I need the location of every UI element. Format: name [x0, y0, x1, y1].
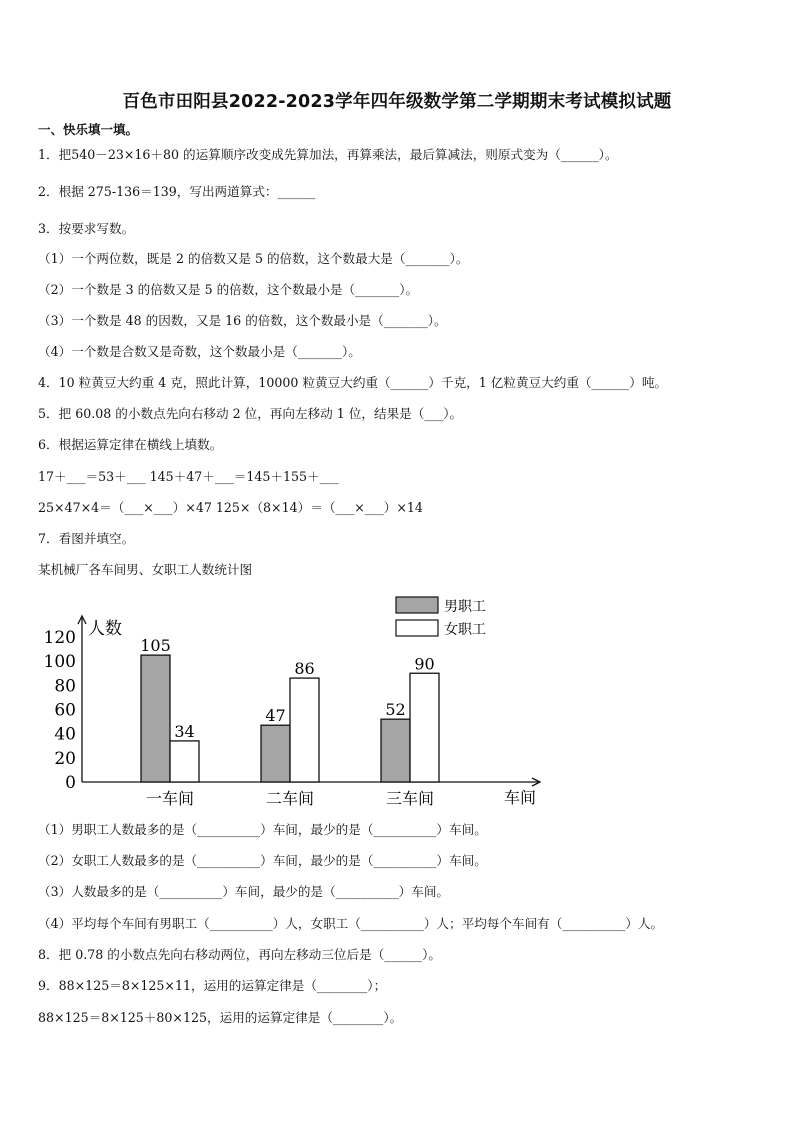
bar-value-label: 90 [414, 654, 435, 674]
bar-value-label: 47 [265, 706, 286, 726]
y-tick-label: 20 [54, 748, 76, 769]
question-6-row-a: 17＋___＝53＋___ 145＋47＋___＝145＋155＋___ [38, 469, 339, 484]
bar-value-label: 86 [294, 659, 315, 679]
question-6-row-b: 25×47×4＝（___×___）×47 125×（8×14）＝（___×___）×14 [38, 500, 423, 515]
bar [381, 719, 410, 782]
category-label: 一车间 [145, 789, 195, 808]
legend-swatch [396, 620, 438, 636]
page-title: 百色市田阳县2022-2023学年四年级数学第二学期期末考试模拟试题 [122, 92, 672, 112]
question-7-3: （3）人数最多的是（__________）车间，最少的是（__________）车间。 [38, 884, 450, 899]
x-axis-label: 车间 [503, 788, 537, 807]
question-3: 3．按要求写数。 [38, 221, 135, 236]
question-7: 7．看图并填空。 [38, 531, 135, 546]
y-tick-label: 40 [54, 724, 76, 745]
question-4: 4．10 粒黄豆大约重 4 克，照此计算，10000 粒黄豆大约重（______）千克，1 亿粒黄豆大约重（______）吨。 [38, 375, 668, 390]
question-8: 8．把 0.78 的小数点先向右移动两位，再向左移动三位后是（______）。 [38, 947, 441, 962]
question-9: 9．88×125＝8×125×11，运用的运算定律是（________）； [38, 978, 387, 993]
question-5: 5．把 60.08 的小数点先向右移动 2 位，再向左移动 1 位，结果是（___）。 [38, 406, 463, 421]
bar-value-label: 105 [140, 636, 171, 656]
bar [261, 725, 290, 782]
bar [170, 741, 199, 782]
question-2: 2．根据 275-136＝139，写出两道算式：______ [38, 184, 316, 199]
bar [141, 655, 170, 782]
y-tick-label: 120 [43, 628, 76, 648]
bar-chart [36, 590, 556, 812]
question-9-b: 88×125＝8×125＋80×125，运用的运算定律是（________）。 [38, 1010, 403, 1025]
question-7-2: （2）女职工人数最多的是（__________）车间，最少的是（__________）车间。 [38, 853, 487, 868]
bar [410, 673, 439, 782]
y-tick-label: 0 [65, 773, 76, 793]
question-3-2: （2）一个数是 3 的倍数又是 5 的倍数，这个数最小是（_______）。 [38, 282, 419, 297]
y-tick-label: 60 [54, 700, 76, 721]
y-axis-label: 人数 [88, 619, 122, 639]
question-3-1: （1）一个两位数，既是 2 的倍数又是 5 的倍数，这个数最大是（_______）。 [38, 251, 469, 266]
chart-caption: 某机械厂各车间男、女职工人数统计图 [38, 562, 253, 577]
question-7-4: （4）平均每个车间有男职工（__________）人，女职工（__________）人；平均每个车间有（__________）人。 [38, 916, 664, 931]
question-3-3: （3）一个数是 48 的因数，又是 16 的倍数，这个数最小是（_______）。 [38, 313, 447, 328]
bar [290, 678, 319, 782]
legend-label: 男职工 [444, 599, 486, 615]
question-3-4: （4）一个数是合数又是奇数，这个数最小是（_______）。 [38, 344, 361, 359]
y-tick-label: 80 [54, 676, 76, 697]
legend-swatch [396, 597, 438, 613]
legend-label: 女职工 [444, 622, 486, 638]
question-6: 6．根据运算定律在横线上填数。 [38, 437, 223, 452]
bar-value-label: 34 [174, 721, 195, 741]
question-1: 1．把540－23×16＋80 的运算顺序改变成先算加法，再算乘法，最后算减法，则原式变为（______）。 [38, 147, 618, 162]
section-heading: 一、快乐填一填。 [38, 122, 139, 137]
category-label: 二车间 [265, 789, 315, 808]
question-7-1: （1）男职工人数最多的是（__________）车间，最少的是（__________）车间。 [38, 822, 487, 837]
category-label: 三车间 [385, 789, 435, 808]
bar-value-label: 52 [385, 700, 406, 720]
y-tick-label: 100 [43, 652, 76, 673]
